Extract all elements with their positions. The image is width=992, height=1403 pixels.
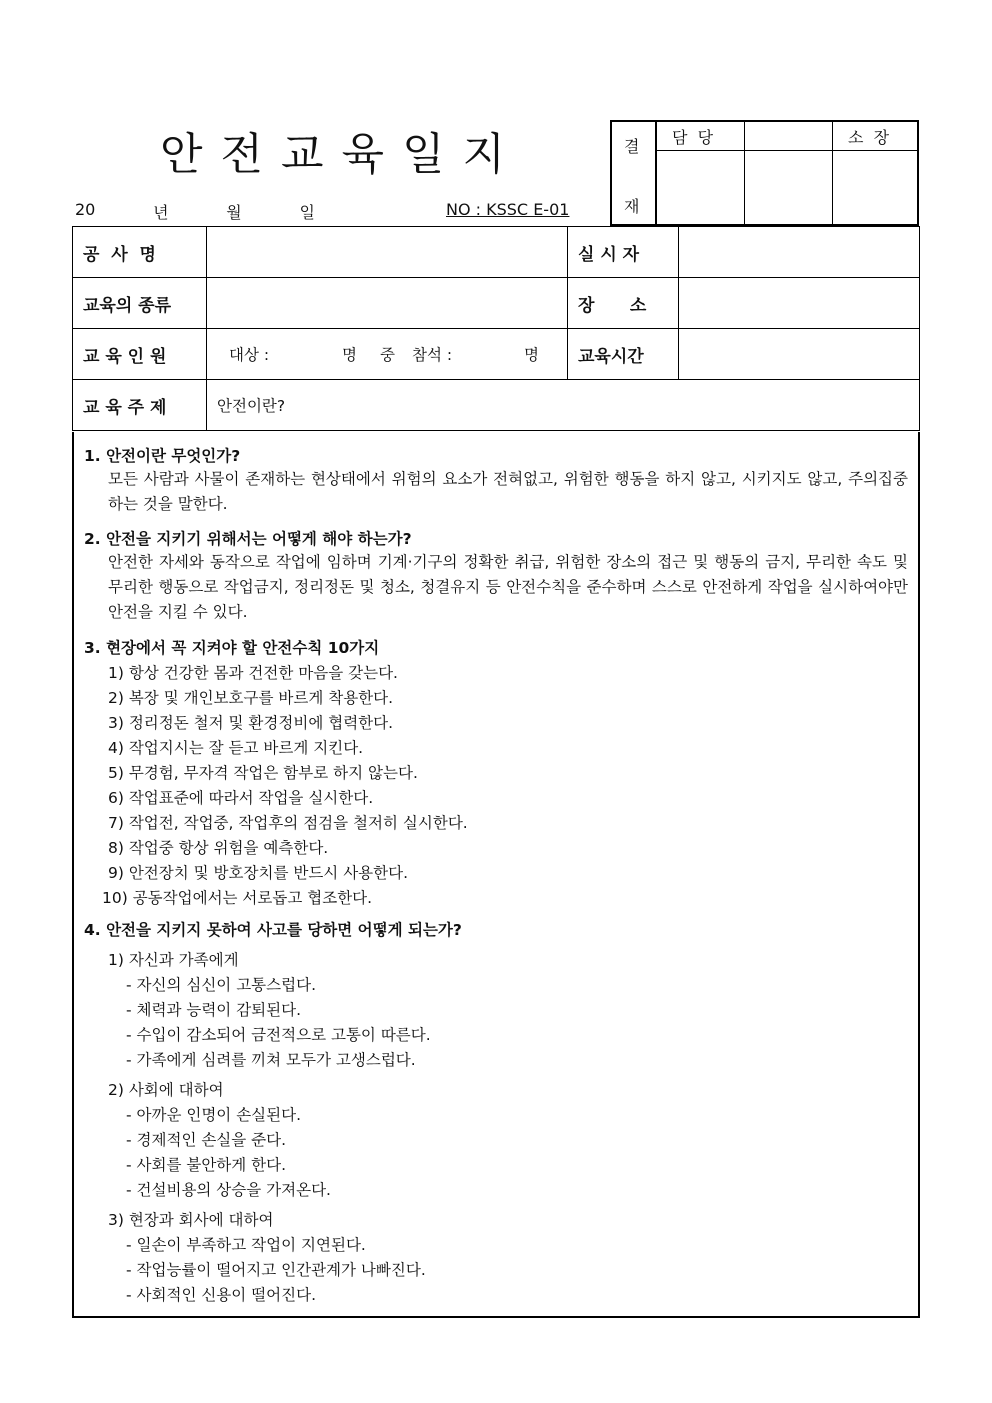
- rule-item: 3) 정리정돈 철저 및 환경정비에 협력한다.: [108, 714, 394, 732]
- rule-item: 8) 작업중 항상 위험을 예측한다.: [108, 839, 329, 857]
- time-label: 교육시간: [568, 329, 679, 380]
- rule-item: 2) 복장 및 개인보호구를 바르게 착용한다.: [108, 689, 394, 707]
- approval-label-bottom: 재: [624, 197, 640, 216]
- section-2-body: 안전한 자세와 동작으로 작업에 임하며 기계·기구의 정확한 취급, 위험한 장소의 접근 및 행동의 금지, 무리한 속도 및 무리한 행동으로 작업금지, 정리정돈 및 청소, 청결유지 등 안전수칙을 준수하며 스스로 안전하게 작업을 실시하여야만 안전을 지킬 수 있다.: [108, 553, 908, 621]
- info-row-subject: [73, 380, 920, 431]
- consequence-item: - 가족에게 심려를 끼쳐 모두가 고생스럽다.: [126, 1051, 416, 1069]
- month-label: 월: [226, 203, 242, 222]
- consequence-item: - 사회적인 신용이 떨어진다.: [126, 1286, 317, 1304]
- year-label: 년: [153, 203, 169, 222]
- target-label: 대상 :: [229, 346, 270, 364]
- attend-label: 참석 :: [412, 346, 453, 364]
- consequence-item: - 경제적인 손실을 준다.: [126, 1131, 287, 1149]
- consequence-item: - 아까운 인명이 손실된다.: [126, 1106, 302, 1124]
- info-row-project: [73, 227, 920, 278]
- rule-item: 6) 작업표준에 따라서 작업을 실시한다.: [108, 789, 374, 807]
- rule-item: 7) 작업전, 작업중, 작업후의 점검을 철저히 실시한다.: [108, 814, 468, 832]
- place-label: 장 소: [568, 278, 679, 329]
- section-2-heading: 2. 안전을 지키기 위해서는 어떻게 해야 하는가?: [84, 530, 412, 548]
- consequence-group-title: 2) 사회에 대하여: [108, 1081, 224, 1099]
- consequence-item: - 일손이 부족하고 작업이 지연된다.: [126, 1236, 366, 1254]
- approval-col-director: 소 장: [848, 128, 890, 147]
- rule-item: 10) 공동작업에서는 서로돕고 협조한다.: [102, 889, 373, 907]
- project-value[interactable]: [207, 227, 568, 278]
- manager-signature-cell[interactable]: [657, 152, 743, 224]
- among-label: 중: [380, 346, 395, 364]
- section-4-heading: 4. 안전을 지키지 못하여 사고를 당하면 어떻게 되는가?: [84, 921, 462, 939]
- consequence-item: - 체력과 능력이 감퇴된다.: [126, 1001, 302, 1019]
- rule-item: 9) 안전장치 및 방호장치를 반드시 사용한다.: [108, 864, 409, 882]
- date-prefix: 20: [75, 200, 96, 219]
- section-1-body: 모든 사람과 사물이 존재하는 현상태에서 위험의 요소가 전혀없고, 위험한 행동을 하지 않고, 시키지도 않고, 주의집중하는 것을 말한다.: [108, 470, 908, 513]
- info-row-type: [73, 278, 920, 329]
- consequence-group-title: 1) 자신과 가족에게: [108, 951, 239, 969]
- info-row-staff: [73, 329, 920, 380]
- info-table: [72, 226, 920, 431]
- subject-label: 교 육 주 제: [73, 380, 207, 431]
- consequence-item: - 자신의 심신이 고통스럽다.: [126, 976, 317, 994]
- approval-col-manager: 담 당: [672, 128, 714, 147]
- rule-item: 1) 항상 건강한 몸과 건전한 마음을 갖는다.: [108, 664, 398, 682]
- project-label: 공 사 명: [73, 227, 207, 278]
- conductor-label: 실 시 자: [568, 227, 679, 278]
- page-title: 안전교육일지: [160, 129, 524, 180]
- consequence-item: - 사회를 불안하게 한다.: [126, 1156, 287, 1174]
- date-line: [75, 200, 315, 223]
- director-signature-cell[interactable]: [834, 152, 917, 224]
- count-unit-1: 명: [342, 346, 357, 364]
- place-value[interactable]: [679, 278, 920, 329]
- section-3-heading: 3. 현장에서 꼭 지켜야 할 안전수칙 10가지: [84, 639, 380, 657]
- type-label: 교육의 종류: [73, 278, 207, 329]
- conductor-value[interactable]: [679, 227, 920, 278]
- approval-label-top: 결: [624, 137, 640, 156]
- rule-item: 4) 작업지시는 잘 듣고 바르게 지킨다.: [108, 739, 364, 757]
- document-number: NO : KSSC E-01: [446, 200, 570, 219]
- approval-box: [610, 120, 919, 226]
- section-1-heading: 1. 안전이란 무엇인가?: [84, 447, 241, 465]
- staff-label: 교 육 인 원: [73, 329, 207, 380]
- staff-value[interactable]: [207, 329, 568, 380]
- subject-value[interactable]: 안전이란?: [207, 380, 920, 431]
- time-value[interactable]: [679, 329, 920, 380]
- consequence-item: - 건설비용의 상승을 가져온다.: [126, 1181, 331, 1199]
- rule-item: 5) 무경험, 무자격 작업은 함부로 하지 않는다.: [108, 764, 418, 782]
- consequence-group-title: 3) 현장과 회사에 대하여: [108, 1211, 274, 1229]
- consequence-item: - 수입이 감소되어 금전적으로 고통이 따른다.: [126, 1026, 431, 1044]
- type-value[interactable]: [207, 278, 568, 329]
- consequence-item: - 작업능률이 떨어지고 인간관계가 나빠진다.: [126, 1261, 426, 1279]
- day-label: 일: [299, 203, 315, 222]
- count-unit-2: 명: [524, 346, 539, 364]
- middle-signature-cell[interactable]: [746, 152, 831, 224]
